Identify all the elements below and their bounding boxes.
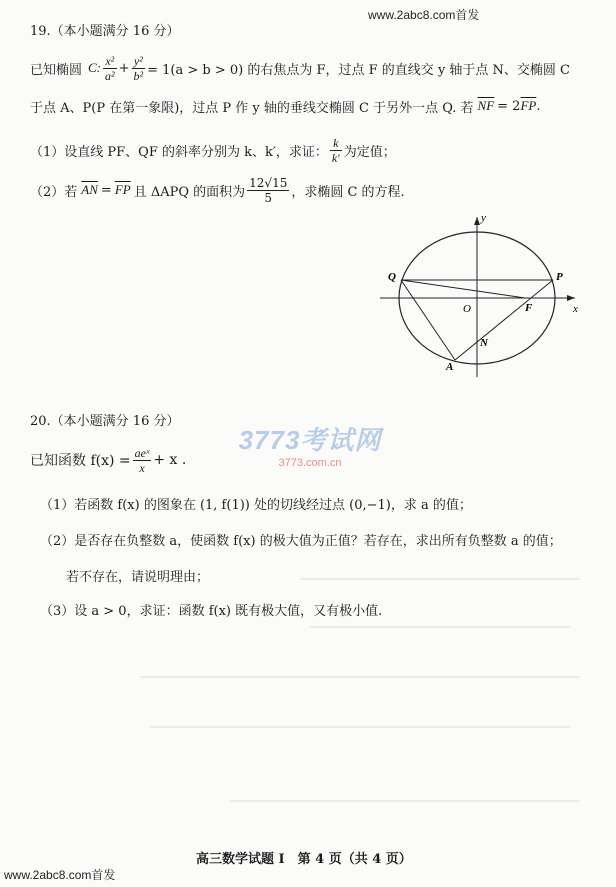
label-o: O: [463, 303, 471, 315]
q19-part2: [30, 172, 405, 208]
vector-nf: $\overline{NF}$: [477, 98, 495, 113]
q20-intro-text-b: + x .: [153, 452, 187, 468]
q19-line1-text-b: = 1(a > b > 0) 的右焦点为 F，过点 F 的直线交 y 轴于点 N、交椭圆 C: [147, 62, 571, 78]
logo-watermark: [235, 420, 385, 469]
x-axis-arrow: [567, 295, 575, 301]
q19-part1-text-b: 为定值；: [343, 144, 396, 160]
page-footer: 高三数学试题 I 第 4 页（共 4 页）: [196, 852, 412, 867]
scan-noise-line: [150, 726, 570, 728]
fraction-y2-b2: [132, 54, 146, 83]
equals: =: [100, 182, 112, 198]
plus-sign: +: [118, 60, 130, 76]
q19-part1-text-a: （1）设直线 PF、QF 的斜率分别为 k、k′，求证：: [30, 144, 328, 160]
scan-noise-line: [310, 626, 570, 628]
label-x: x: [573, 303, 578, 315]
q20-part2-continued: 若不存在，请说明理由；: [66, 570, 210, 585]
fraction-denominator: a²: [105, 68, 115, 83]
q19-line1-text-a: 已知椭圆: [30, 62, 83, 78]
fraction-denominator: b²: [133, 68, 144, 83]
label-q: Q: [388, 271, 396, 283]
q19-part1: [30, 132, 396, 168]
q19-line2: [30, 96, 540, 116]
fraction-denominator: x: [139, 460, 145, 475]
q20-part1: （1）若函数 f(x) 的图象在 (1, f(1)) 处的切线经过点 (0,−1)，求 a 的值；: [40, 498, 472, 513]
fraction-denominator: 5: [264, 190, 273, 205]
q20-intro: [30, 442, 186, 478]
q20-intro-text-a: 已知函数 f(x) =: [30, 453, 131, 469]
label-p: P: [556, 271, 563, 283]
fraction-aex-x: [133, 446, 152, 475]
fraction-numerator: y²: [132, 54, 146, 69]
q20-part3: （3）设 a > 0，求证：函数 f(x) 既有极大值，又有极小值.: [40, 604, 383, 619]
fraction-numerator: k: [330, 136, 342, 151]
y-axis-arrow: [474, 217, 480, 225]
watermark-bottom: www.2abc8.com首发: [4, 868, 116, 882]
watermark-top: www.2abc8.com首发: [368, 8, 480, 22]
fraction-numerator: aeˣ: [134, 445, 150, 460]
period: .: [536, 98, 541, 114]
fraction-area: [247, 176, 289, 205]
fraction-x2-a2: [103, 54, 117, 83]
line-pa: [455, 280, 553, 360]
q19-line1: [30, 50, 570, 86]
q20-part2: （2）是否存在负整数 a，使函数 f(x) 的极大值为正值？若存在，求出所有负整数 a 的值；: [40, 534, 562, 549]
label-y: y: [481, 212, 486, 224]
ellipse-figure: [370, 205, 590, 380]
vector-an: $\overline{AN}$: [81, 182, 98, 197]
vector-fp: $\overline{FP}$: [520, 98, 537, 113]
label-f: F: [525, 302, 533, 314]
q19-line2-text: 于点 A、P(P 在第一象限)，过点 P 作 y 轴的垂线交椭圆 C 于另外一点 Q. 若: [30, 100, 474, 116]
q19-heading: 19.（本小题满分 16 分）: [30, 24, 180, 39]
scan-noise-line: [230, 800, 580, 802]
fraction-numerator: x²: [103, 54, 117, 69]
q20-heading: 20.（本小题满分 16 分）: [30, 414, 180, 429]
label-n: N: [480, 337, 488, 349]
fraction-denominator: k′: [331, 150, 340, 165]
q19-part2-text-a: （2）若: [30, 184, 78, 200]
logo-3773-domain: 3773.com.cn: [278, 457, 342, 469]
q19-ellipse-label: C:: [88, 60, 102, 75]
fraction-numerator: 12√15: [249, 175, 288, 190]
logo-3773-text: 3773考试网: [238, 425, 382, 455]
fraction-k-kprime: [330, 136, 342, 165]
equals-2: = 2: [497, 98, 521, 114]
label-a: A: [446, 361, 454, 373]
scan-noise-line: [140, 676, 580, 678]
line-qf: [401, 280, 525, 298]
scan-noise-line: [300, 578, 580, 580]
q19-part2-text-b: 且 ΔAPQ 的面积为: [133, 184, 246, 200]
q19-part2-text-c: ，求椭圆 C 的方程.: [291, 184, 405, 200]
line-qa: [401, 280, 455, 360]
vector-fp-2: $\overline{FP}$: [114, 182, 131, 197]
